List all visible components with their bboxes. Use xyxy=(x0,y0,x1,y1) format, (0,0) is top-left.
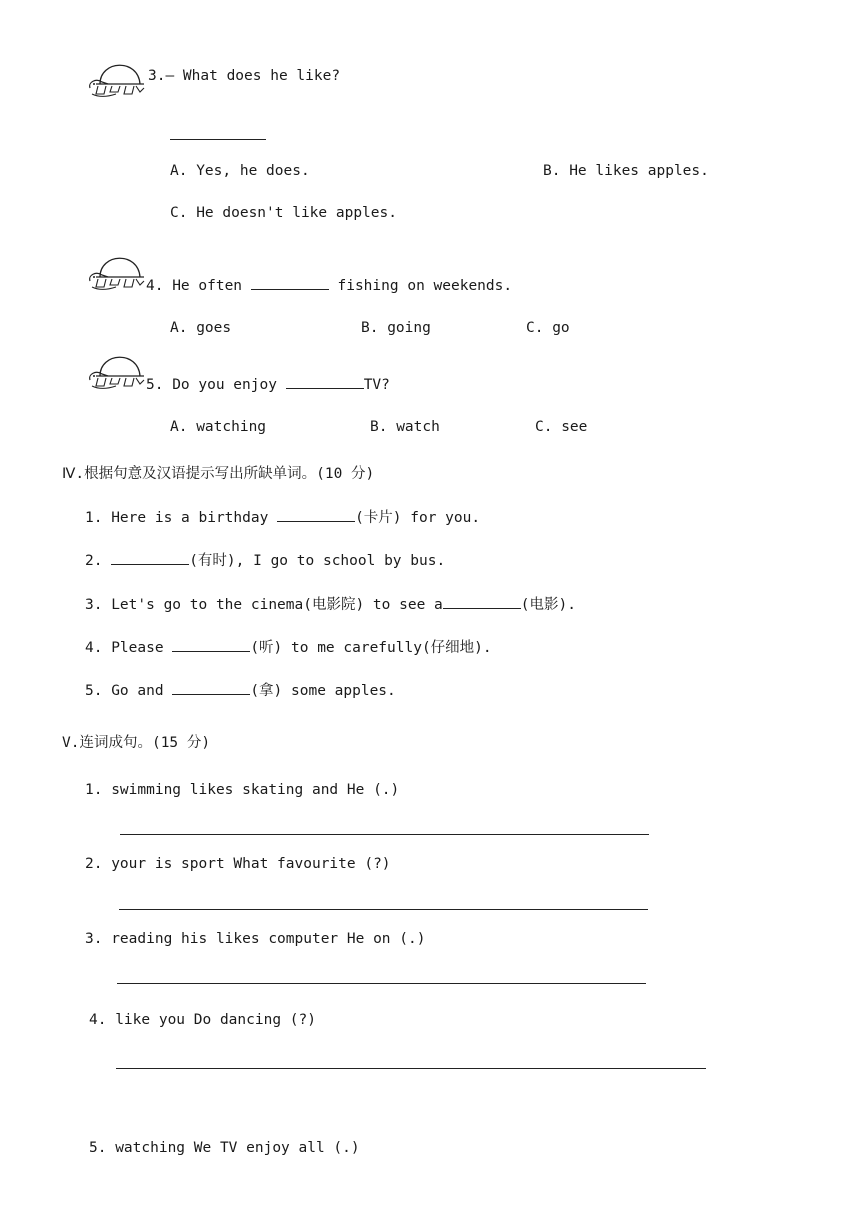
section-4-item-5: 5. Go and (拿) some apples. xyxy=(85,683,396,699)
section-4-item-2: 2. (有时), I go to school by bus. xyxy=(85,553,446,569)
section-4-item-3: 3. Let's go to the cinema(电影院) to see a (电影). xyxy=(85,597,576,613)
option-c-q4: C. go xyxy=(526,320,570,336)
option-c-q5: C. see xyxy=(535,419,588,435)
question-5: 5. Do you enjoy TV? xyxy=(146,377,390,393)
answer-line xyxy=(119,909,648,910)
section-5-item-5: 5. watching We TV enjoy all (.) xyxy=(89,1140,360,1156)
blank xyxy=(251,277,329,290)
section-5-item-4: 4. like you Do dancing (?) xyxy=(89,1012,316,1028)
option-a-q5: A. watching xyxy=(170,419,267,435)
section-5-item-2: 2. your is sport What favourite (?) xyxy=(85,856,391,872)
question-4: 4. He often fishing on weekends. xyxy=(146,278,513,294)
option-b-q4: B. going xyxy=(361,320,431,336)
answer-line-q3 xyxy=(170,139,266,140)
section-4-heading: Ⅳ.根据句意及汉语提示写出所缺单词。(10 分) xyxy=(62,466,375,482)
blank xyxy=(111,552,189,565)
option-a-q3: A. Yes, he does. xyxy=(170,163,310,179)
answer-line xyxy=(117,983,646,984)
section-4-item-1: 1. Here is a birthday (卡片) for you. xyxy=(85,510,481,526)
section-4-item-4: 4. Please (听) to me carefully(仔细地). xyxy=(85,640,492,656)
section-5-item-1: 1. swimming likes skating and He (.) xyxy=(85,782,400,798)
option-c-q3: C. He doesn't like apples. xyxy=(170,205,397,221)
option-b-q5: B. watch xyxy=(370,419,440,435)
blank xyxy=(443,596,521,609)
section-5-item-3: 3. reading his likes computer He on (.) xyxy=(85,931,426,947)
question-3: 3.— What does he like? xyxy=(148,68,341,84)
turtle-icon xyxy=(86,50,148,104)
option-a-q4: A. goes xyxy=(170,320,232,336)
blank xyxy=(172,639,250,652)
blank xyxy=(277,509,355,522)
turtle-icon xyxy=(86,243,148,297)
turtle-icon xyxy=(86,342,148,396)
blank xyxy=(286,376,364,389)
blank xyxy=(172,682,250,695)
answer-line xyxy=(116,1068,706,1069)
answer-line xyxy=(120,834,649,835)
section-5-heading: V.连词成句。(15 分) xyxy=(62,735,211,751)
option-b-q3: B. He likes apples. xyxy=(543,163,709,179)
